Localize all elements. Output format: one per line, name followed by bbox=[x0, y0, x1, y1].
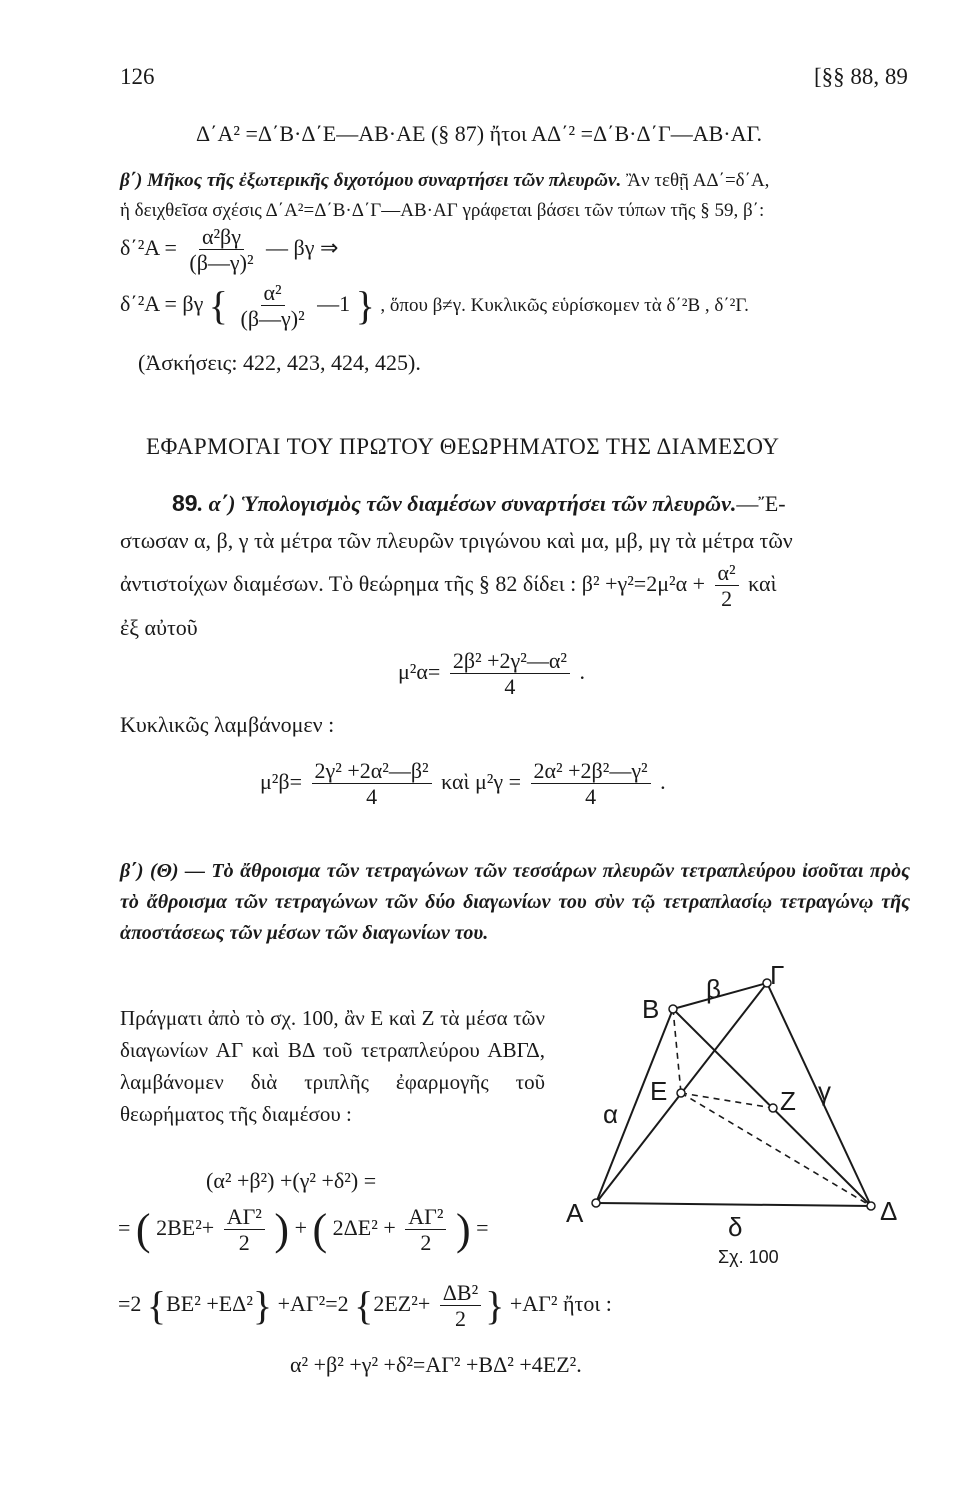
right-brace: } bbox=[252, 1282, 273, 1328]
period: . bbox=[660, 768, 666, 794]
label-z: Ζ bbox=[780, 1086, 796, 1116]
fraction-numerator: ΑΓ² bbox=[405, 1204, 446, 1230]
eq-lhs: δ΄²Α = bbox=[120, 234, 177, 260]
left-paren: ( bbox=[135, 1204, 151, 1254]
point-e bbox=[677, 1089, 685, 1097]
fraction bbox=[405, 1204, 446, 1256]
text-line: ἡ δειχθεῖσα σχέσις Δ΄Α²=Δ΄Β·Δ΄Γ—ΑΒ·ΑΓ γράφεται βάσει τῶν τύπων τῆς § 59, β΄: bbox=[120, 200, 765, 221]
equation-medians-beta-gamma bbox=[260, 758, 666, 810]
text-line: Κυκλικῶς λαμβάνομεν : bbox=[120, 712, 335, 737]
side-ad bbox=[596, 1203, 871, 1206]
fraction-numerator: α²βγ bbox=[199, 224, 244, 250]
fraction-denominator: 2 bbox=[420, 1230, 432, 1256]
term: =2 bbox=[118, 1290, 142, 1316]
equation-sum-squares: (α² +β²) +(γ² +δ²) = bbox=[206, 1168, 377, 1193]
text-line: στωσαν α, β, γ τὰ μέτρα τῶν πλευρῶν τριγώνου καὶ μα, μβ, μγ τὰ μέτρα τῶν bbox=[120, 528, 793, 553]
equals-sign: = bbox=[476, 1214, 489, 1240]
label-g: Γ bbox=[770, 960, 785, 990]
heading-external-bisector: β΄) Μῆκος τῆς ἐξωτερικῆς διχοτόμου συναρτήσει τῶν πλευρῶν. bbox=[120, 170, 622, 191]
fraction-denominator: (β—γ)² bbox=[189, 250, 254, 276]
text-segment: —Ἔ- bbox=[736, 491, 786, 516]
equation-combined bbox=[118, 1280, 612, 1332]
fraction bbox=[186, 224, 256, 276]
proof-paragraph: Πράγματι ἀπὸ τὸ σχ. 100, ἂν Ε καὶ Ζ τὰ μέσα τῶν διαγωνίων ΑΓ καὶ ΒΔ τοῦ τετραπλεύρου ΑΒΓΔ, λαμβάνομεν διὰ τριπλῆς ἐφαρμογῆς τοῦ θεωρήματος τῆς διαμέσου : bbox=[120, 1006, 545, 1126]
right-paren: ) bbox=[455, 1204, 471, 1254]
term: ΒΕ² +ΕΔ² bbox=[166, 1290, 253, 1316]
text-segment: Ἂν τεθῇ ΑΔ΄=δ΄Α, bbox=[621, 170, 770, 191]
fraction-numerator: α² bbox=[715, 560, 739, 586]
right-brace: } bbox=[355, 282, 375, 328]
text-line: ἐξ αὐτοῦ bbox=[120, 615, 198, 640]
eq-inner: —1 bbox=[317, 290, 351, 316]
left-brace: { bbox=[208, 282, 228, 328]
point-z bbox=[769, 1104, 777, 1112]
fraction-denominator: 2 bbox=[721, 586, 733, 612]
equation-line-1: Δ΄Α² =Δ΄Β·Δ΄Ε—ΑΒ·ΑΕ (§ 87) ἤτοι ΑΔ΄² =Δ΄Β·Δ΄Γ—ΑΒ·ΑΓ. bbox=[196, 121, 763, 146]
eq-mid: καὶ μ²γ = bbox=[441, 768, 521, 794]
fraction bbox=[531, 758, 651, 810]
left-brace: { bbox=[354, 1282, 374, 1328]
period: . bbox=[579, 658, 585, 684]
label-delta: δ bbox=[728, 1212, 743, 1242]
left-paren: ( bbox=[312, 1204, 328, 1254]
term: 2ΕΖ²+ bbox=[373, 1290, 431, 1316]
fraction-numerator: 2γ² +2α²—β² bbox=[312, 758, 432, 784]
equals-sign: = bbox=[118, 1214, 131, 1240]
theorem-statement: β΄) (Θ) — Τὸ ἄθροισμα τῶν τετραγώνων τῶν τεσσάρων πλευρῶν τετραπλεύρου ἰσοῦται πρὸς τὸ ἄθροισμα τῶν τετραγώνων τῶν δύο διαγωνίων του σὺν τῷ τετραπλασίῳ τετραγώνῳ τῆς ἀποστάσεως τῶν μέσων τῶν διαγωνίων του. bbox=[120, 860, 910, 944]
equation-delta-a bbox=[120, 224, 338, 276]
section-reference: [§§ 88, 89 bbox=[814, 64, 908, 89]
fraction-numerator: 2β² +2γ²—α² bbox=[450, 648, 570, 674]
fraction bbox=[715, 560, 739, 612]
fraction-numerator: 2α² +2β²—γ² bbox=[531, 758, 651, 784]
paragraph-89-heading bbox=[172, 490, 786, 518]
label-a: Α bbox=[566, 1198, 584, 1228]
fraction-denominator: (β—γ)² bbox=[240, 306, 305, 332]
term: +ΑΓ² ἤτοι : bbox=[509, 1290, 612, 1316]
eq-lhs: δ΄²Α = βγ bbox=[120, 290, 204, 316]
fraction-denominator: 4 bbox=[504, 674, 516, 700]
text-segment: καὶ bbox=[748, 570, 777, 596]
term: +ΑΓ²=2 bbox=[277, 1290, 349, 1316]
label-b: Β bbox=[642, 994, 660, 1024]
equation-expansion bbox=[118, 1204, 489, 1256]
label-e: Ε bbox=[650, 1076, 668, 1106]
fraction-numerator: ΑΓ² bbox=[224, 1204, 265, 1230]
eq-rest: — βγ ⇒ bbox=[266, 234, 339, 260]
label-gamma: γ bbox=[818, 1076, 831, 1106]
segment-be bbox=[673, 1009, 681, 1093]
right-paren: ) bbox=[274, 1204, 290, 1254]
paragraph-external-bisector bbox=[120, 170, 769, 193]
term: 2ΒΕ²+ bbox=[156, 1214, 215, 1240]
eq-lhs: μ²α= bbox=[398, 658, 441, 684]
section-title: ΕΦΑΡΜΟΓΑΙ ΤΟΥ ΠΡΩΤΟΥ ΘΕΩΡΗΜΑΤΟΣ ΤΗΣ ΔΙΑΜΕΣΟΥ bbox=[146, 434, 780, 459]
point-b bbox=[669, 1005, 677, 1013]
eq-rest: , ὅπου β≠γ. Κυκλικῶς εὑρίσκομεν τὰ δ΄²Β , δ΄²Γ. bbox=[380, 294, 749, 316]
term: 2ΔΕ² + bbox=[332, 1214, 396, 1240]
page-number: 126 bbox=[120, 64, 155, 89]
text-line-with-fraction bbox=[120, 560, 777, 612]
exercises-reference: (Ἀσκήσεις: 422, 423, 424, 425). bbox=[138, 350, 421, 375]
fraction bbox=[440, 1280, 481, 1332]
eq-lhs: μ²β= bbox=[260, 768, 302, 794]
fraction bbox=[450, 648, 570, 700]
right-brace: } bbox=[485, 1282, 505, 1328]
fraction-numerator: ΔΒ² bbox=[440, 1280, 481, 1306]
paragraph-number: 89 bbox=[172, 490, 198, 516]
fraction-numerator: α² bbox=[261, 280, 285, 306]
heading-medians: . α΄) Ὑπολογισμὸς τῶν διαμέσων συναρτήσει τῶν πλευρῶν. bbox=[197, 491, 737, 516]
point-d bbox=[867, 1202, 875, 1210]
equation-median-alpha bbox=[398, 648, 585, 700]
fraction-denominator: 2 bbox=[238, 1230, 250, 1256]
figure-quadrilateral bbox=[560, 960, 920, 1280]
left-brace: { bbox=[146, 1282, 167, 1328]
label-alpha: α bbox=[603, 1099, 619, 1129]
equation-delta-a-squared bbox=[120, 280, 749, 332]
figure-caption: Σχ. 100 bbox=[718, 1247, 779, 1267]
fraction-denominator: 4 bbox=[366, 784, 378, 810]
fraction bbox=[224, 1204, 265, 1256]
fraction bbox=[238, 280, 308, 332]
label-d: Δ bbox=[880, 1196, 898, 1226]
text-segment: ἀντιστοίχων διαμέσων. Τὸ θεώρημα τῆς § 82 δίδει : β² +γ²=2μ²α + bbox=[120, 570, 706, 596]
fraction-denominator: 4 bbox=[585, 784, 597, 810]
fraction-denominator: 2 bbox=[454, 1306, 466, 1332]
label-beta: β bbox=[706, 974, 721, 1004]
equation-result: α² +β² +γ² +δ²=ΑΓ² +ΒΔ² +4ΕΖ². bbox=[290, 1352, 582, 1377]
point-a bbox=[592, 1199, 600, 1207]
plus-sign: + bbox=[294, 1214, 307, 1240]
fraction bbox=[312, 758, 432, 810]
